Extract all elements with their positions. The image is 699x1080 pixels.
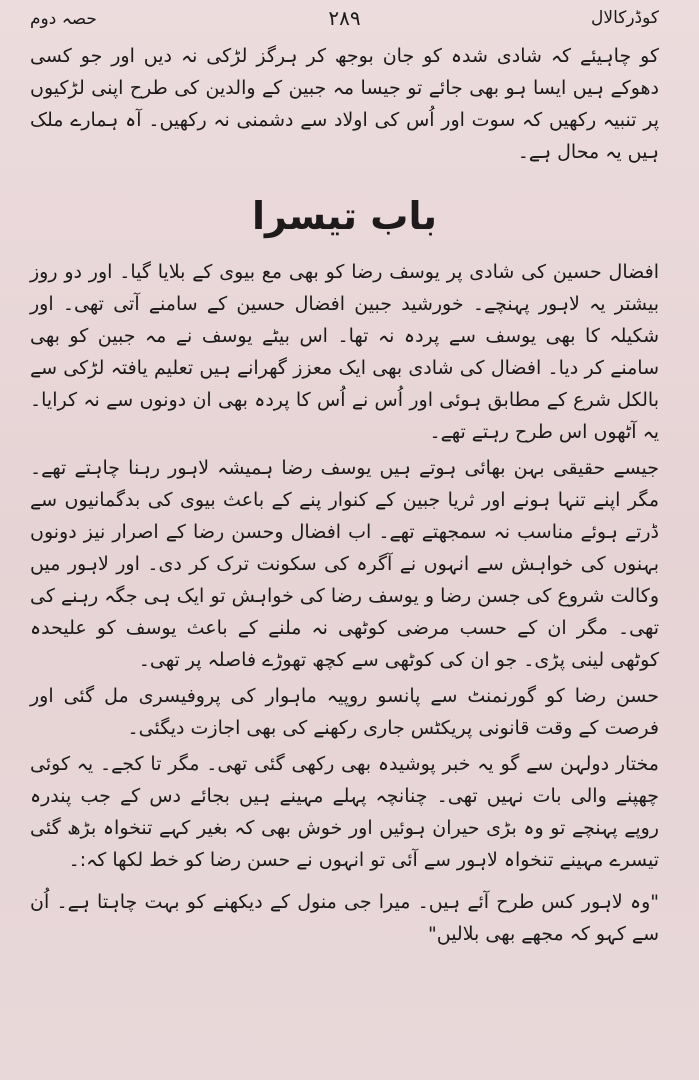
paragraph-5: مختار دولہن سے گو یہ خبر پوشیدہ بھی رکھی گئی تھی۔ مگر تا کجے۔ یہ کوئی چھپنے والی بات نہیں تھی۔ چنانچہ پہلے مہینے ہیں بجائے دس کے جب پندرہ روپے پہنچے تو وہ بڑی حیران ہوئیں اور خوش بھی کہ بغیر کہے تنخواہ بڑھ گئی تیسرے مہینے تنخواہ لاہور سے آئی تو انہوں نے حسن رضا کو خط لکھا کہ:۔ xyxy=(30,753,659,871)
page-number: ٢٨٩ xyxy=(328,6,361,30)
paragraph-4: حسن رضا کو گورنمنٹ سے پانسو روپیہ ماہوار کی پروفیسری مل گئی اور فرصت کے وقت قانونی پریکٹس جاری رکھنے کی بھی اجازت دیگئی۔ xyxy=(30,685,659,739)
letter-quote: "وہ لاہور کس طرح آئے ہیں۔ میرا جی منول کے دیکھنے کو بہت چاہتا ہے۔ اُن سے کہو کہ مجھے بھی بلالیں" xyxy=(30,891,659,945)
chapter-title: باب تیسرا xyxy=(251,194,438,238)
page-body xyxy=(30,40,659,1060)
paragraph-1: کو چاہیئے کہ شادی شدہ کو جان بوجھ کر ہرگز لڑکی نہ دیں اور جو کسی دھوکے ہیں ایسا ہو بھی جائے تو جیسا مہ جبین کے والدین کی طرح اپنی لڑکیوں پر تنبیہ رکھیں کہ سوت اور اُس کی اولاد سے دشمنی نہ رکھیں۔ آہ ہمارے ملک ہیں یہ محال ہے۔ xyxy=(30,45,659,163)
section-label: حصہ دوم xyxy=(30,9,97,29)
book-title: کوڈرکالال xyxy=(591,8,659,28)
page-header xyxy=(30,6,659,36)
paragraph-2: افضال حسین کی شادی پر یوسف رضا کو بھی مع بیوی کے بلایا گیا۔ اور دو روز بیشتر یہ لاہور پہنچے۔ خورشید جبین افضال حسین کے سامنے آتی تھی۔ اور شکیلہ کا بھی یوسف سے پردہ نہ تھا۔ اس بیٹے یوسف نے مہ جبین کو بھی سامنے کر دیا۔ افضال کی شادی بھی ایک معزز گھرانے ہیں تعلیم یافتہ لڑکی سے بالکل شرع کے مطابق ہوئی اور اُس نے اُس کا پردہ بھی ان دونوں سے نہ کرایا۔ یہ آٹھوں اس طرح رہتے تھے۔ xyxy=(30,261,659,443)
paragraph-3: جیسے حقیقی بہن بھائی ہوتے ہیں یوسف رضا ہمیشہ لاہور رہنا چاہتے تھے۔ مگر اپنے تنہا ہونے اور ثریا جبین کے کنوار پنے کے باعث بیوی کی بدگمانیوں سے ڈرتے ہوئے مناسب نہ سمجھتے تھے۔ اب افضال وحسن رضا کے اصرار نیز دونوں بہنوں کی خواہش سے انہوں نے آگرہ کی سکونت ترک کر دی۔ اور لاہور میں وکالت شروع کی جسن رضا و یوسف رضا کی خواہش تو ایک ہی جگہ رہنے کی تھی۔ مگر ان کے حسب مرضی کوٹھی نہ ملنے کے باعث یوسف کو علیحدہ کوٹھی لینی پڑی۔ جو ان کی کوٹھی سے کچھ تھوڑے فاصلہ پر تھی۔ xyxy=(30,457,659,671)
